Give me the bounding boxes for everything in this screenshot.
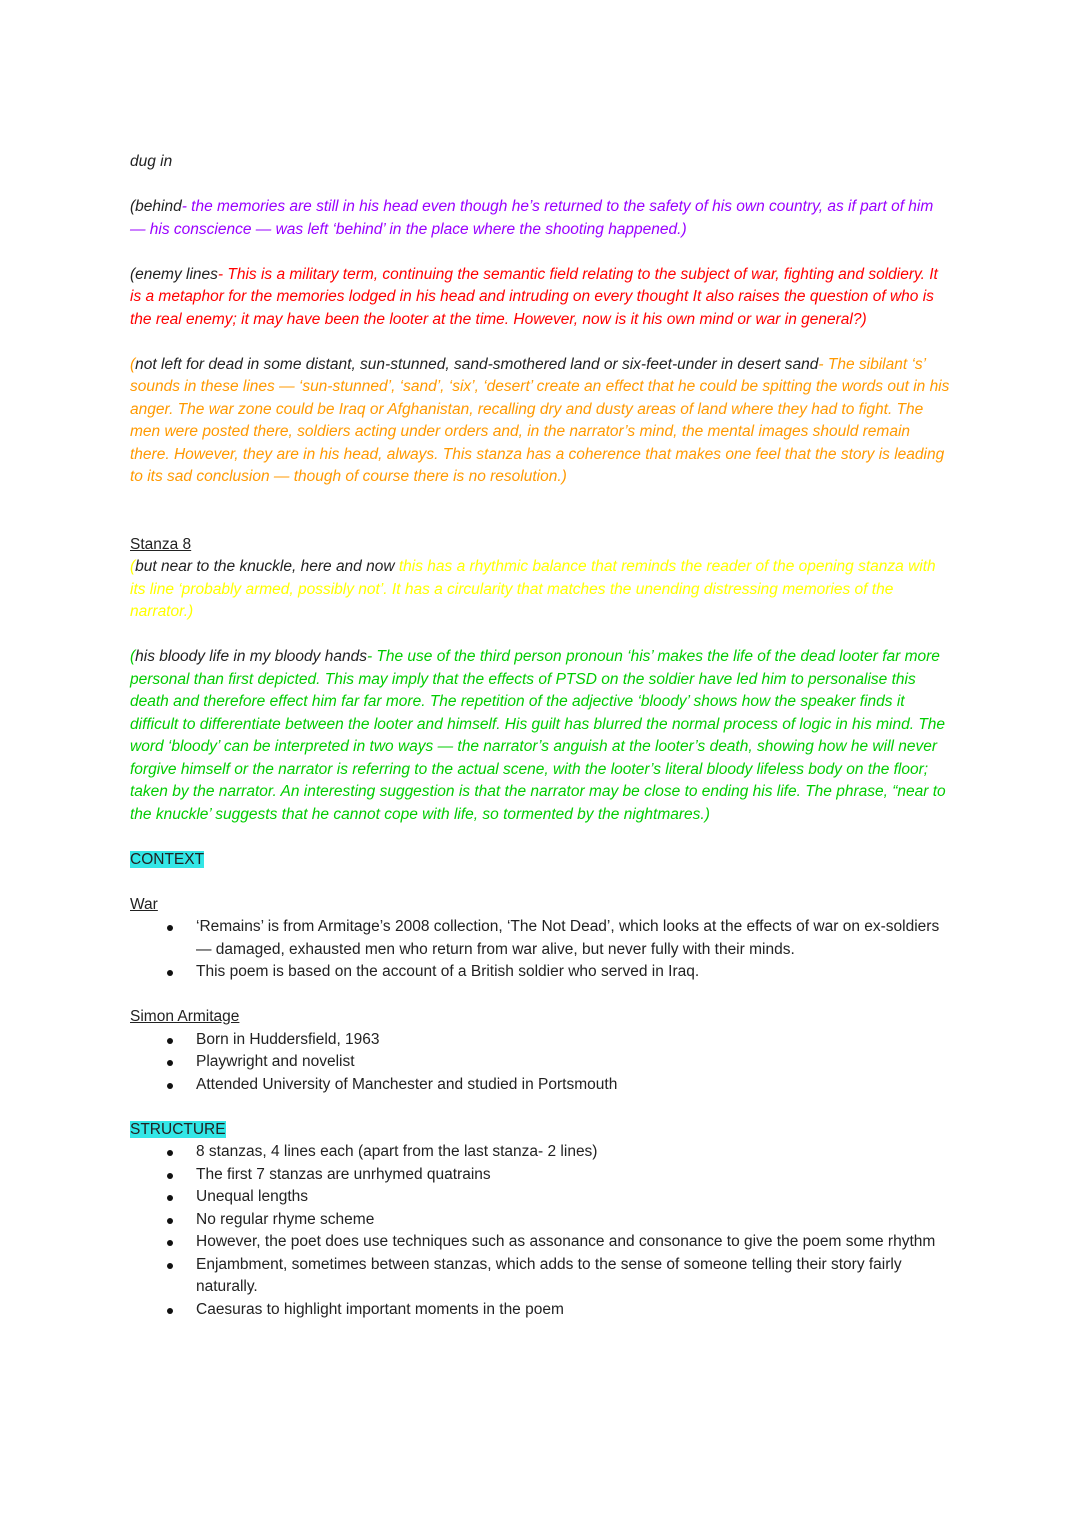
list-item: 8 stanzas, 4 lines each (apart from the last stanza- 2 lines) [130, 1141, 952, 1164]
note-desert-sand [130, 354, 952, 489]
structure-bullet-list [130, 1141, 952, 1321]
note-enemy-lines [130, 264, 952, 332]
list-item: Playwright and novelist [130, 1051, 952, 1074]
stanza-8-heading: Stanza 8 [130, 535, 192, 553]
note-quote: but near to the knuckle, here and now [135, 558, 395, 575]
list-item: ‘Remains’ is from Armitage’s 2008 collection, ‘The Not Dead’, which looks at the effects of war on ex-soldiers — damaged, exhausted men who return from war alive, but never fully with their minds. [130, 916, 952, 961]
armitage-bullet-list [130, 1029, 952, 1097]
war-heading: War [130, 895, 158, 913]
note-analysis: - the memories are still in his head even though he’s returned to the safety of his own country, as if part of him — his conscience — was left ‘behind’ in the place where the shooting happened.) [130, 198, 934, 238]
list-item: Unequal lengths [130, 1186, 952, 1209]
note-open-bracket: ( [130, 265, 136, 283]
list-item: Caesuras to highlight important moments in the poem [130, 1299, 952, 1322]
list-item: Attended University of Manchester and studied in Portsmouth [130, 1074, 952, 1097]
note-open-bracket: ( [130, 558, 136, 575]
note-analysis: - The use of the third person pronoun ‘his’ makes the life of the dead looter far more personal than first depicted. This may imply that the effects of PTSD on the soldier have led him to personalise this death and therefore effect him far far more. The repetition of the adjective ‘bloody’ shows how the speaker finds it difficult to differentiate between the looter and himself. His guilt has blurred the normal process of logic in his mind. The word ‘bloody’ can be interpreted in two ways — the narrator’s anguish at the looter’s death, showing how he will never forgive himself or the narrator is referring to the actual scene, with the looter’s literal bloody lifeless body on the floor; taken by the narrator. An interesting suggestion is that the narrator may be close to ending his life. The phrase, “near to the knuckle’ suggests that he cannot cope with life, so tormented by the nightmares.) [130, 648, 946, 823]
note-quote: behind [135, 198, 182, 215]
poem-line-dug-in: dug in [130, 153, 173, 170]
list-item: This poem is based on the account of a British soldier who served in Iraq. [130, 961, 952, 984]
context-heading-line [130, 849, 952, 872]
note-knuckle [130, 556, 952, 624]
note-analysis: - This is a military term, continuing the semantic field relating to the subject of war, fighting and soldiery. It is a metaphor for the memories lodged in his head and intruding on every thought It also raises the question of who is the real enemy; it may have been the looter at the time. However, now is it his own mind or war in general?) [130, 265, 938, 328]
note-quote: enemy lines [135, 265, 218, 283]
list-item: No regular rhyme scheme [130, 1209, 952, 1232]
note-behind [130, 196, 952, 241]
note-bloody-hands [130, 646, 952, 826]
structure-heading: STRUCTURE [130, 1120, 226, 1138]
note-analysis: - The sibilant ‘s’ sounds in these lines — ‘sun-stunned’, ‘sand’, ‘six’, ‘desert’ create an effect that he could be spitting the words out in his anger. The war zone could be Iraq or Afghanistan, recalling dry and dusty areas of land where they had to fight. The men were posted there, soldiers acting under orders and, in the narrator’s mind, the mental images should remain there. However, they are in his head, always. This stanza has a coherence that makes one feel that the story is leading to its sad conclusion — though of course there is no resolution.) [130, 355, 950, 485]
list-item: However, the poet does use techniques such as assonance and consonance to give the poem some rhythm [130, 1231, 952, 1254]
list-item: Born in Huddersfield, 1963 [130, 1029, 952, 1052]
armitage-heading: Simon Armitage [130, 1008, 240, 1025]
list-item: Enjambment, sometimes between stanzas, which adds to the sense of someone telling their story fairly naturally. [130, 1254, 952, 1299]
note-open-bracket: ( [130, 198, 136, 215]
note-analysis: this has a rhythmic balance that reminds the reader of the opening stanza with its line ‘probably armed, possibly not’. It has a circularity that matches the unending distressing memories of the narrator.) [130, 558, 936, 620]
note-open-bracket: ( [130, 648, 136, 665]
structure-heading-line [130, 1119, 952, 1142]
context-heading: CONTEXT [130, 850, 205, 868]
document-content [130, 151, 952, 1321]
note-open-bracket: ( [130, 355, 136, 373]
list-item: The first 7 stanzas are unrhymed quatrains [130, 1164, 952, 1187]
note-quote: his bloody life in my bloody hands [135, 648, 367, 665]
note-quote: not left for dead in some distant, sun-stunned, sand-smothered land or six-feet-under in desert sand [135, 355, 819, 373]
war-bullet-list [130, 916, 952, 984]
